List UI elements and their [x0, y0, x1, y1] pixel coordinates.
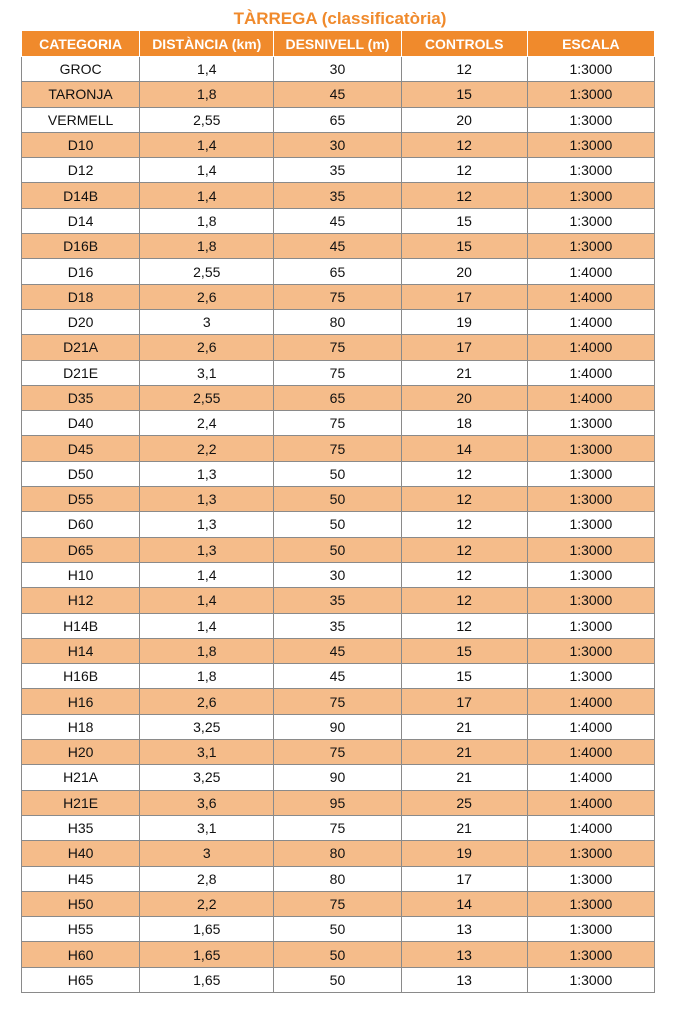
cell-controls: 12	[401, 512, 527, 537]
cell-desnivell: 95	[274, 790, 401, 815]
table-row	[22, 132, 655, 157]
cell-distancia: 3,1	[140, 815, 274, 840]
cell-distancia: 1,3	[140, 461, 274, 486]
cell-categoria: GROC	[22, 57, 140, 82]
cell-controls: 21	[401, 765, 527, 790]
cell-controls: 12	[401, 537, 527, 562]
cell-controls: 13	[401, 942, 527, 967]
table-row	[22, 841, 655, 866]
table-row	[22, 436, 655, 461]
cell-distancia: 1,65	[140, 967, 274, 992]
cell-distancia: 2,6	[140, 689, 274, 714]
cell-controls: 21	[401, 360, 527, 385]
cell-distancia: 1,4	[140, 613, 274, 638]
cell-escala: 1:3000	[527, 234, 654, 259]
cell-controls: 14	[401, 891, 527, 916]
cell-categoria: H16B	[22, 664, 140, 689]
categories-table	[21, 30, 655, 993]
cell-controls: 17	[401, 689, 527, 714]
cell-desnivell: 35	[274, 183, 401, 208]
cell-categoria: H21E	[22, 790, 140, 815]
cell-desnivell: 80	[274, 309, 401, 334]
cell-categoria: H14B	[22, 613, 140, 638]
cell-escala: 1:4000	[527, 284, 654, 309]
table-row	[22, 487, 655, 512]
cell-desnivell: 35	[274, 613, 401, 638]
cell-escala: 1:3000	[527, 942, 654, 967]
cell-distancia: 1,3	[140, 537, 274, 562]
cell-controls: 17	[401, 284, 527, 309]
cell-categoria: H50	[22, 891, 140, 916]
cell-categoria: H18	[22, 714, 140, 739]
cell-categoria: D10	[22, 132, 140, 157]
cell-controls: 13	[401, 917, 527, 942]
cell-controls: 19	[401, 841, 527, 866]
cell-controls: 13	[401, 967, 527, 992]
table-row	[22, 335, 655, 360]
cell-controls: 12	[401, 183, 527, 208]
cell-desnivell: 45	[274, 664, 401, 689]
cell-desnivell: 75	[274, 360, 401, 385]
cell-escala: 1:3000	[527, 411, 654, 436]
cell-distancia: 2,55	[140, 107, 274, 132]
cell-controls: 21	[401, 714, 527, 739]
column-header-distancia: DISTÀNCIA (km)	[140, 31, 274, 57]
cell-categoria: H10	[22, 562, 140, 587]
cell-distancia: 3,25	[140, 765, 274, 790]
cell-escala: 1:3000	[527, 664, 654, 689]
cell-controls: 21	[401, 740, 527, 765]
cell-escala: 1:3000	[527, 461, 654, 486]
cell-distancia: 1,8	[140, 638, 274, 663]
table-row	[22, 183, 655, 208]
cell-categoria: D16	[22, 259, 140, 284]
cell-desnivell: 80	[274, 866, 401, 891]
cell-escala: 1:3000	[527, 891, 654, 916]
cell-escala: 1:4000	[527, 689, 654, 714]
cell-escala: 1:3000	[527, 208, 654, 233]
table-row	[22, 385, 655, 410]
cell-controls: 19	[401, 309, 527, 334]
table-row	[22, 208, 655, 233]
cell-escala: 1:4000	[527, 385, 654, 410]
cell-controls: 15	[401, 234, 527, 259]
cell-distancia: 1,65	[140, 917, 274, 942]
table-row	[22, 815, 655, 840]
table-row	[22, 765, 655, 790]
cell-escala: 1:3000	[527, 967, 654, 992]
table-row	[22, 942, 655, 967]
cell-desnivell: 75	[274, 815, 401, 840]
cell-desnivell: 65	[274, 385, 401, 410]
cell-escala: 1:3000	[527, 613, 654, 638]
cell-categoria: D14B	[22, 183, 140, 208]
cell-escala: 1:4000	[527, 714, 654, 739]
cell-categoria: D45	[22, 436, 140, 461]
table-row	[22, 411, 655, 436]
cell-escala: 1:3000	[527, 107, 654, 132]
cell-distancia: 1,3	[140, 487, 274, 512]
cell-controls: 20	[401, 259, 527, 284]
cell-categoria: D18	[22, 284, 140, 309]
cell-categoria: D55	[22, 487, 140, 512]
cell-escala: 1:3000	[527, 588, 654, 613]
cell-controls: 12	[401, 132, 527, 157]
cell-escala: 1:3000	[527, 82, 654, 107]
cell-categoria: D12	[22, 158, 140, 183]
cell-distancia: 2,55	[140, 385, 274, 410]
cell-distancia: 1,4	[140, 158, 274, 183]
cell-controls: 20	[401, 385, 527, 410]
table-row	[22, 234, 655, 259]
cell-distancia: 2,2	[140, 436, 274, 461]
cell-distancia: 2,6	[140, 335, 274, 360]
table-row	[22, 689, 655, 714]
column-header-desnivell: DESNIVELL (m)	[274, 31, 401, 57]
cell-distancia: 3,1	[140, 360, 274, 385]
cell-controls: 12	[401, 57, 527, 82]
cell-escala: 1:4000	[527, 790, 654, 815]
cell-distancia: 1,4	[140, 588, 274, 613]
table-row	[22, 866, 655, 891]
table-row	[22, 537, 655, 562]
cell-distancia: 2,8	[140, 866, 274, 891]
cell-controls: 12	[401, 158, 527, 183]
cell-escala: 1:4000	[527, 335, 654, 360]
table-header	[22, 31, 655, 57]
cell-escala: 1:4000	[527, 259, 654, 284]
cell-controls: 20	[401, 107, 527, 132]
cell-escala: 1:4000	[527, 309, 654, 334]
cell-desnivell: 65	[274, 259, 401, 284]
cell-controls: 17	[401, 866, 527, 891]
cell-escala: 1:4000	[527, 765, 654, 790]
cell-escala: 1:3000	[527, 132, 654, 157]
cell-controls: 12	[401, 613, 527, 638]
table-row	[22, 790, 655, 815]
cell-categoria: D50	[22, 461, 140, 486]
cell-controls: 15	[401, 208, 527, 233]
cell-controls: 15	[401, 638, 527, 663]
table-row	[22, 967, 655, 992]
cell-controls: 18	[401, 411, 527, 436]
cell-categoria: D16B	[22, 234, 140, 259]
cell-categoria: H16	[22, 689, 140, 714]
cell-categoria: H45	[22, 866, 140, 891]
cell-distancia: 2,55	[140, 259, 274, 284]
cell-escala: 1:3000	[527, 57, 654, 82]
cell-distancia: 1,8	[140, 664, 274, 689]
cell-escala: 1:3000	[527, 158, 654, 183]
cell-categoria: H12	[22, 588, 140, 613]
cell-categoria: D21E	[22, 360, 140, 385]
cell-desnivell: 50	[274, 512, 401, 537]
table-row	[22, 740, 655, 765]
cell-distancia: 2,2	[140, 891, 274, 916]
table-body	[22, 57, 655, 993]
cell-desnivell: 50	[274, 487, 401, 512]
cell-distancia: 1,4	[140, 562, 274, 587]
cell-categoria: VERMELL	[22, 107, 140, 132]
cell-categoria: D20	[22, 309, 140, 334]
cell-distancia: 3	[140, 309, 274, 334]
cell-controls: 14	[401, 436, 527, 461]
cell-distancia: 2,4	[140, 411, 274, 436]
cell-escala: 1:3000	[527, 436, 654, 461]
cell-controls: 15	[401, 664, 527, 689]
cell-categoria: H55	[22, 917, 140, 942]
cell-controls: 21	[401, 815, 527, 840]
table-row	[22, 613, 655, 638]
table-row	[22, 512, 655, 537]
cell-categoria: TARONJA	[22, 82, 140, 107]
cell-escala: 1:3000	[527, 183, 654, 208]
cell-controls: 12	[401, 562, 527, 587]
table-row	[22, 158, 655, 183]
cell-categoria: D14	[22, 208, 140, 233]
cell-distancia: 1,4	[140, 57, 274, 82]
cell-distancia: 1,8	[140, 82, 274, 107]
cell-desnivell: 45	[274, 638, 401, 663]
table-row	[22, 82, 655, 107]
cell-categoria: H60	[22, 942, 140, 967]
cell-desnivell: 75	[274, 689, 401, 714]
cell-desnivell: 80	[274, 841, 401, 866]
cell-categoria: D40	[22, 411, 140, 436]
cell-distancia: 3,1	[140, 740, 274, 765]
cell-desnivell: 30	[274, 132, 401, 157]
cell-desnivell: 90	[274, 765, 401, 790]
cell-desnivell: 30	[274, 562, 401, 587]
cell-distancia: 1,3	[140, 512, 274, 537]
cell-distancia: 3,25	[140, 714, 274, 739]
cell-controls: 15	[401, 82, 527, 107]
cell-controls: 25	[401, 790, 527, 815]
table-row	[22, 360, 655, 385]
column-header-escala: ESCALA	[527, 31, 654, 57]
table-row	[22, 588, 655, 613]
cell-categoria: H21A	[22, 765, 140, 790]
cell-desnivell: 45	[274, 82, 401, 107]
table-row	[22, 309, 655, 334]
cell-categoria: D60	[22, 512, 140, 537]
cell-desnivell: 35	[274, 588, 401, 613]
table-row	[22, 461, 655, 486]
cell-categoria: D35	[22, 385, 140, 410]
cell-desnivell: 50	[274, 537, 401, 562]
table-row	[22, 917, 655, 942]
cell-controls: 12	[401, 461, 527, 486]
cell-desnivell: 30	[274, 57, 401, 82]
cell-categoria: H14	[22, 638, 140, 663]
cell-controls: 12	[401, 487, 527, 512]
cell-desnivell: 50	[274, 942, 401, 967]
cell-controls: 17	[401, 335, 527, 360]
cell-escala: 1:4000	[527, 360, 654, 385]
cell-escala: 1:3000	[527, 866, 654, 891]
cell-desnivell: 75	[274, 411, 401, 436]
cell-desnivell: 35	[274, 158, 401, 183]
header-row	[22, 31, 655, 57]
table-row	[22, 664, 655, 689]
table-row	[22, 259, 655, 284]
table-row	[22, 284, 655, 309]
cell-distancia: 1,8	[140, 208, 274, 233]
cell-escala: 1:3000	[527, 562, 654, 587]
cell-distancia: 2,6	[140, 284, 274, 309]
cell-desnivell: 45	[274, 208, 401, 233]
table-row	[22, 714, 655, 739]
cell-desnivell: 65	[274, 107, 401, 132]
cell-distancia: 1,4	[140, 132, 274, 157]
cell-categoria: D65	[22, 537, 140, 562]
cell-controls: 12	[401, 588, 527, 613]
cell-categoria: H20	[22, 740, 140, 765]
cell-desnivell: 75	[274, 740, 401, 765]
column-header-controls: CONTROLS	[401, 31, 527, 57]
table-row	[22, 562, 655, 587]
page-title: TÀRREGA (classificatòria)	[233, 9, 447, 28]
cell-desnivell: 50	[274, 461, 401, 486]
cell-desnivell: 75	[274, 436, 401, 461]
cell-categoria: H35	[22, 815, 140, 840]
cell-desnivell: 50	[274, 917, 401, 942]
cell-escala: 1:4000	[527, 815, 654, 840]
table-row	[22, 57, 655, 82]
column-header-categoria: CATEGORIA	[22, 31, 140, 57]
cell-escala: 1:3000	[527, 537, 654, 562]
cell-desnivell: 50	[274, 967, 401, 992]
table-row	[22, 107, 655, 132]
cell-categoria: H40	[22, 841, 140, 866]
cell-distancia: 1,8	[140, 234, 274, 259]
cell-escala: 1:3000	[527, 638, 654, 663]
table-row	[22, 891, 655, 916]
cell-desnivell: 75	[274, 891, 401, 916]
cell-distancia: 3,6	[140, 790, 274, 815]
cell-desnivell: 90	[274, 714, 401, 739]
cell-desnivell: 45	[274, 234, 401, 259]
cell-escala: 1:3000	[527, 917, 654, 942]
cell-distancia: 1,65	[140, 942, 274, 967]
cell-escala: 1:3000	[527, 487, 654, 512]
cell-categoria: D21A	[22, 335, 140, 360]
cell-escala: 1:3000	[527, 512, 654, 537]
cell-desnivell: 75	[274, 335, 401, 360]
table-row	[22, 638, 655, 663]
cell-desnivell: 75	[274, 284, 401, 309]
cell-escala: 1:4000	[527, 740, 654, 765]
cell-distancia: 1,4	[140, 183, 274, 208]
cell-escala: 1:3000	[527, 841, 654, 866]
cell-categoria: H65	[22, 967, 140, 992]
cell-distancia: 3	[140, 841, 274, 866]
